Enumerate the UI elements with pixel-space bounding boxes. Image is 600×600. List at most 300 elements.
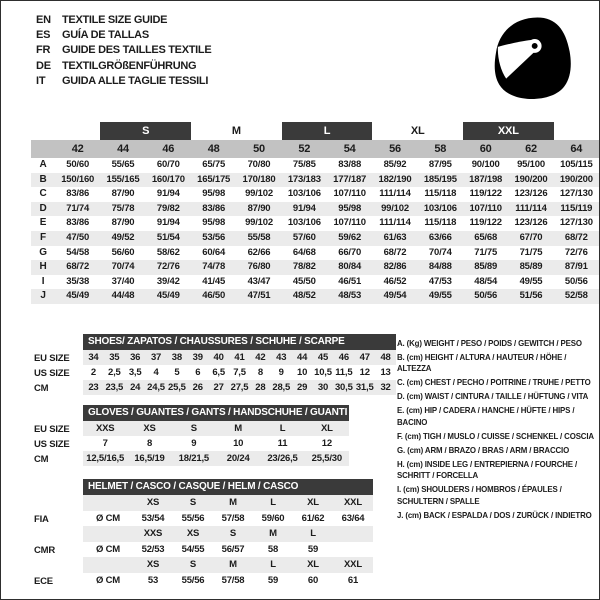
size-value: XL	[307, 497, 319, 509]
row-label: H	[39, 261, 47, 273]
column-header: 44	[117, 143, 129, 155]
table-row	[31, 275, 599, 290]
size-value: 37/40	[111, 275, 135, 287]
size-value: S	[189, 559, 197, 571]
size-value: 70/80	[247, 159, 271, 170]
table-row	[31, 260, 599, 275]
size-value: 67/70	[519, 231, 543, 243]
size-value: 65/68	[474, 231, 498, 243]
size-value: 51/54	[156, 231, 180, 243]
size-value: 4	[153, 367, 159, 378]
size-value: 71/75	[474, 246, 498, 258]
size-value: 85/89	[519, 261, 543, 273]
size-value: 64/68	[292, 246, 316, 258]
size-value: 91/94	[156, 217, 180, 229]
guide-title: GUÍA DE TALLAS	[62, 28, 149, 41]
size-value: 39/42	[156, 275, 180, 287]
size-value: 105/115	[560, 159, 593, 170]
size-value: XL	[307, 559, 319, 571]
size-value: 43/47	[247, 275, 271, 287]
size-value: 55/56	[181, 512, 205, 524]
size-value: 56/57	[221, 543, 245, 555]
row-label: CM	[34, 383, 49, 394]
size-value: 95/98	[202, 217, 226, 229]
row-label: F	[40, 231, 46, 243]
size-value: 103/106	[423, 202, 457, 214]
table-row	[31, 173, 599, 188]
size-value: M	[269, 528, 277, 540]
size-value: 185/195	[423, 173, 457, 185]
table-row	[31, 158, 599, 173]
size-value: 111/114	[515, 202, 547, 214]
column-header: 56	[389, 143, 401, 155]
language-row	[36, 58, 211, 73]
size-value: 46/51	[338, 275, 362, 287]
size-value: 107/110	[469, 202, 502, 214]
size-value: 24	[130, 382, 141, 393]
size-value: 3,5	[128, 367, 142, 378]
size-value: 76/80	[247, 261, 271, 273]
size-value: 119/122	[469, 188, 502, 200]
size-value: 11	[277, 438, 288, 449]
size-value: 49/54	[383, 290, 407, 302]
size-value: 57/58	[221, 512, 245, 524]
size-value: 8	[146, 438, 153, 449]
size-value: 31,5	[355, 382, 374, 393]
column-header: 46	[162, 143, 175, 155]
size-value: M	[229, 497, 237, 509]
size-value: 84/88	[428, 261, 452, 273]
size-value: 50/60	[66, 159, 90, 170]
size-value: 42	[255, 352, 266, 363]
size-value: 103/106	[287, 217, 321, 229]
size-value: 83/88	[338, 159, 362, 170]
size-value: 46/52	[383, 275, 407, 287]
size-value: 87/90	[111, 217, 135, 229]
guide-title: TEXTILE SIZE GUIDE	[62, 13, 168, 26]
gloves-size-table	[34, 405, 349, 467]
size-value: L	[279, 423, 286, 434]
size-value: XXS	[143, 528, 163, 540]
size-value: 59/60	[261, 512, 285, 524]
size-value: 71/74	[66, 202, 90, 214]
size-value: 95/100	[517, 159, 545, 170]
size-value: 23/26,5	[267, 453, 298, 464]
size-value: 70/74	[428, 246, 452, 258]
row-label-column	[34, 334, 83, 396]
table-row	[83, 451, 349, 466]
size-value: 46/50	[202, 290, 226, 302]
table-row	[83, 557, 373, 573]
size-value: 2,5	[107, 367, 121, 378]
size-value: 11,5	[335, 367, 353, 378]
size-value: 24,5	[147, 382, 165, 393]
size-value: 56/60	[111, 246, 135, 258]
size-value: 23,5	[105, 382, 124, 393]
table-row	[31, 231, 599, 246]
legend-entry: G. (cm) ARM / BRAZO / BRAS / ARM / BRACCIO	[397, 444, 570, 455]
column-header-spacer	[31, 140, 55, 158]
table-body	[83, 334, 396, 396]
guide-title: TEXTILGRÖßENFÜHRUNG	[62, 59, 197, 72]
size-value: 107/110	[333, 188, 366, 200]
size-value: 28	[255, 382, 266, 393]
size-value: 74/78	[202, 261, 226, 273]
size-value: 99/102	[245, 188, 273, 200]
table-row	[31, 246, 599, 261]
size-value: 45/49	[156, 290, 180, 302]
size-value: 6,5	[212, 367, 225, 378]
row-label-spacer	[34, 527, 83, 543]
size-value: 58/62	[156, 246, 180, 258]
size-value: 45/49	[66, 290, 90, 302]
size-value: S	[190, 423, 197, 434]
size-value: 65/75	[202, 159, 226, 170]
table-row	[83, 436, 349, 451]
size-band-empty	[554, 122, 599, 140]
table-row	[83, 495, 373, 511]
size-value: 62/66	[247, 246, 271, 258]
legend-entry: B. (cm) HEIGHT / ALTURA / HAUTEUR / HÖHE / ALTEZZA	[397, 352, 567, 374]
size-value: 87/95	[428, 159, 452, 170]
size-value: 61/62	[301, 512, 325, 524]
size-value: 80/84	[338, 261, 362, 273]
row-label: G	[39, 246, 47, 258]
table-row	[31, 289, 599, 304]
size-value: 12	[359, 367, 370, 378]
size-value: 91/94	[156, 188, 180, 200]
column-header: 50	[253, 143, 265, 155]
size-value: 123/126	[514, 217, 548, 229]
size-value: 127/130	[559, 188, 593, 200]
diameter-cm-cell: Ø CM	[95, 543, 120, 555]
size-value: 13	[380, 367, 391, 378]
size-value: 54/58	[66, 246, 90, 258]
size-value: 72/76	[156, 261, 180, 273]
size-value: 9	[278, 367, 284, 378]
guide-title: GUIDA ALLE TAGLIE TESSILI	[62, 74, 209, 87]
size-value: 30,5	[334, 382, 353, 393]
size-value: 95/98	[202, 188, 226, 200]
size-value: 59/62	[338, 231, 362, 243]
size-value: 49/55	[428, 290, 452, 302]
size-value: 53/56	[202, 231, 226, 243]
size-value: 95/98	[338, 202, 362, 214]
row-label: EU SIZE	[34, 353, 70, 364]
table-body	[83, 405, 349, 467]
size-value: 9	[191, 438, 197, 449]
legend-entry: D. (cm) WAIST / CINTURA / TAILLE / HÜFTUNG / VITA	[397, 391, 589, 402]
size-value: 43	[276, 352, 287, 363]
size-value: 123/126	[514, 188, 548, 200]
size-band-S: S	[100, 122, 191, 140]
size-value: 47/53	[428, 275, 452, 287]
legend-entry: A. (Kg) WEIGHT / PESO / POIDS / GEWITCH / PESO	[397, 338, 582, 348]
size-value: 35	[109, 352, 120, 363]
size-value: 170/180	[242, 173, 276, 185]
size-value: 87/90	[247, 202, 271, 214]
table-body	[83, 479, 373, 589]
size-value: 103/106	[287, 188, 321, 200]
size-value: 187/198	[469, 173, 503, 185]
size-value: 150/160	[61, 173, 95, 185]
row-label: US SIZE	[34, 439, 70, 450]
size-value: 34	[88, 352, 99, 363]
size-value: 160/170	[151, 173, 185, 185]
size-value: 41/45	[202, 275, 226, 287]
size-value: 38	[171, 352, 182, 363]
size-value: 48/53	[338, 290, 362, 302]
size-value: 48/52	[292, 290, 316, 302]
size-value: XXL	[344, 497, 362, 509]
size-value: 83/86	[66, 217, 90, 229]
size-value: 119/122	[469, 217, 502, 229]
size-value: XS	[146, 559, 160, 571]
size-value: 61	[347, 574, 359, 586]
table-row	[83, 511, 373, 527]
size-value: 27,5	[230, 382, 249, 393]
size-value: S	[229, 528, 237, 540]
size-value: 44/48	[111, 290, 135, 302]
size-value: 57/60	[292, 231, 316, 243]
size-value: 25,5	[168, 382, 186, 393]
size-value: 20/24	[226, 453, 250, 464]
legend-entry: F. (cm) TIGH / MUSLO / CUISSE / SCHENKEL / COSCIA	[397, 430, 594, 441]
size-value: 111/114	[379, 188, 411, 200]
size-value: 68/72	[564, 231, 588, 243]
legend-entry: H. (cm) INSIDE LEG / ENTREPIERNA / FOURCHE / SCHRITT / FORCELLA	[397, 458, 578, 481]
size-value: XXS	[95, 423, 115, 434]
row-label-column	[34, 479, 83, 589]
size-value: 68/72	[66, 261, 90, 273]
size-value: 53/54	[141, 512, 165, 524]
size-value: 63/66	[428, 231, 452, 243]
size-value: 59	[307, 543, 319, 555]
standard-label: CMR	[34, 544, 56, 556]
size-value: 177/187	[333, 173, 367, 185]
size-value: 68/72	[383, 246, 407, 258]
size-value: L	[270, 559, 276, 571]
diameter-cm-cell: Ø CM	[95, 512, 120, 524]
table-row	[31, 216, 599, 231]
size-value: 66/70	[338, 246, 362, 258]
textile-size-table	[31, 122, 599, 304]
legend-entry: C. (cm) CHEST / PECHO / POITRINE / TRUHE / PETTO	[397, 377, 591, 388]
helmet-size-table	[34, 479, 373, 589]
size-value: 190/200	[514, 173, 548, 185]
size-value: 52/58	[564, 290, 588, 302]
size-value: 26	[192, 382, 203, 393]
language-row	[36, 43, 211, 58]
size-value: 85/92	[383, 159, 407, 170]
column-header: 62	[525, 143, 537, 155]
table-row	[31, 187, 599, 202]
size-value: 2	[90, 367, 96, 378]
size-value: 90/100	[471, 159, 500, 170]
size-value: 5	[174, 367, 180, 378]
table-title-bar: GLOVES / GUANTES / GANTS / HANDSCHUHE / GUANTI	[83, 405, 349, 421]
column-header: 52	[298, 143, 311, 155]
size-value: 35/38	[66, 275, 90, 287]
size-value: 75/78	[111, 202, 135, 214]
size-value: L	[270, 497, 276, 509]
size-value: 36	[130, 352, 141, 363]
size-value: 71/75	[519, 246, 543, 258]
row-label: US SIZE	[34, 368, 70, 379]
size-value: 78/82	[292, 261, 316, 273]
size-value: 50/56	[564, 275, 588, 287]
size-value: 46	[338, 352, 349, 363]
size-value: 10	[233, 438, 244, 449]
shoes-size-table	[34, 334, 396, 396]
size-value: 51/56	[519, 290, 543, 302]
size-value: 12	[321, 438, 332, 449]
size-value: 53	[147, 574, 159, 586]
table-row	[83, 380, 396, 395]
size-value: 155/165	[106, 173, 140, 185]
size-value: S	[189, 497, 197, 509]
language-code: DE	[36, 59, 51, 72]
size-value: 60/70	[156, 159, 180, 170]
size-value: 165/175	[197, 173, 231, 185]
size-value: 173/183	[287, 173, 321, 185]
column-header: 64	[570, 143, 583, 155]
size-value: 45/50	[292, 275, 316, 287]
size-value: 55/65	[111, 159, 135, 170]
racing-helmet-icon	[485, 11, 577, 103]
size-band-XXL: XXL	[463, 122, 554, 140]
legend-entry: J. (cm) BACK / ESPALDA / DOS / ZURÜCK / INDIETRO	[397, 509, 592, 520]
size-value: XS	[186, 528, 200, 540]
size-value: 28,5	[272, 382, 291, 393]
size-value: M	[234, 423, 243, 434]
column-header: 60	[479, 143, 492, 155]
column-header: 48	[207, 143, 220, 155]
measurement-legend	[397, 338, 598, 524]
size-value: 49/55	[519, 275, 543, 287]
row-label: D	[39, 202, 47, 214]
size-value: 60/64	[202, 246, 226, 258]
size-value: 182/190	[378, 173, 412, 185]
size-value: 49/52	[111, 231, 135, 243]
size-value: 111/114	[379, 217, 411, 229]
size-value: 10	[297, 367, 308, 378]
size-value: 32	[380, 382, 391, 393]
size-value: 41	[234, 352, 245, 363]
size-value: 18/21,5	[178, 453, 209, 464]
size-value: 47/51	[247, 290, 271, 302]
size-value: 87/91	[564, 261, 588, 273]
size-value: 55/58	[247, 231, 271, 243]
table-title-bar: HELMET / CASCO / CASQUE / HELM / CASCO	[83, 479, 373, 495]
size-value: L	[310, 528, 316, 540]
guide-title: GUIDE DES TAILLES TEXTILE	[62, 44, 212, 57]
size-value: 75/85	[292, 159, 316, 170]
standard-label: FIA	[34, 513, 49, 525]
column-header: 58	[434, 143, 447, 155]
size-value: 59	[267, 574, 279, 586]
size-value: 91/94	[292, 202, 316, 214]
size-value: 57/58	[221, 574, 245, 586]
size-value: 37	[150, 352, 162, 363]
size-value: M	[229, 559, 237, 571]
size-value: 83/86	[66, 188, 90, 200]
language-row	[36, 73, 211, 88]
size-band-empty	[55, 122, 100, 140]
size-value: 39	[192, 352, 203, 363]
size-value: 16,5/19	[134, 453, 165, 464]
row-label-column	[34, 405, 83, 467]
size-value: 40	[213, 352, 224, 363]
size-value: 50/56	[474, 290, 498, 302]
size-value: XS	[143, 423, 156, 434]
table-row	[83, 526, 373, 542]
size-value: 115/118	[424, 188, 457, 200]
size-value: 99/102	[245, 217, 273, 229]
row-label-spacer	[34, 558, 83, 574]
size-value: 52/53	[141, 543, 165, 555]
table-row	[83, 542, 373, 558]
size-value: 25,5/30	[311, 453, 342, 464]
size-value: 48	[380, 352, 391, 363]
size-value: 83/86	[202, 202, 226, 214]
size-value: 70/74	[111, 261, 135, 273]
size-value: 12,5/16,5	[86, 453, 125, 464]
size-band-L: L	[282, 122, 373, 140]
band-spacer	[31, 122, 55, 140]
language-code: FR	[36, 44, 51, 57]
size-value: 85/89	[474, 261, 498, 273]
language-row	[36, 27, 211, 42]
size-value: 55/56	[181, 574, 205, 586]
size-value: XS	[146, 497, 160, 509]
size-value: 8	[257, 367, 263, 378]
size-value: 79/82	[156, 202, 180, 214]
table-row	[83, 350, 396, 365]
size-value: 6	[195, 367, 201, 378]
size-band-XL: XL	[410, 125, 425, 137]
size-value: 54/55	[181, 543, 205, 555]
row-label: I	[41, 275, 45, 287]
table-row	[83, 573, 373, 589]
size-value: 10,5	[314, 367, 332, 378]
size-value: 47	[359, 352, 370, 363]
language-code: EN	[36, 13, 51, 26]
table-row	[83, 421, 349, 436]
size-value: 48/54	[474, 275, 498, 287]
size-value: 58	[267, 543, 279, 555]
size-value: 23	[88, 382, 99, 393]
column-header: 42	[71, 143, 84, 155]
size-value: 72/76	[564, 246, 588, 258]
table-row	[83, 365, 396, 380]
language-code: ES	[36, 28, 51, 41]
row-label: A	[39, 159, 47, 170]
size-value: 115/119	[560, 202, 593, 214]
language-title-list	[36, 12, 211, 88]
size-value: XL	[320, 423, 333, 434]
row-label: E	[39, 217, 47, 229]
size-value: 7,5	[233, 367, 246, 378]
size-value: 60	[307, 574, 319, 586]
table-title-bar: SHOES/ ZAPATOS / CHAUSSURES / SCHUHE / SCARPE	[83, 334, 396, 350]
standard-label: ECE	[34, 575, 53, 587]
size-value: 99/102	[381, 202, 409, 214]
diameter-cm-cell: Ø CM	[95, 574, 120, 586]
size-value: 115/118	[424, 217, 457, 229]
size-band-row	[31, 122, 599, 140]
size-value: 87/90	[111, 188, 135, 200]
